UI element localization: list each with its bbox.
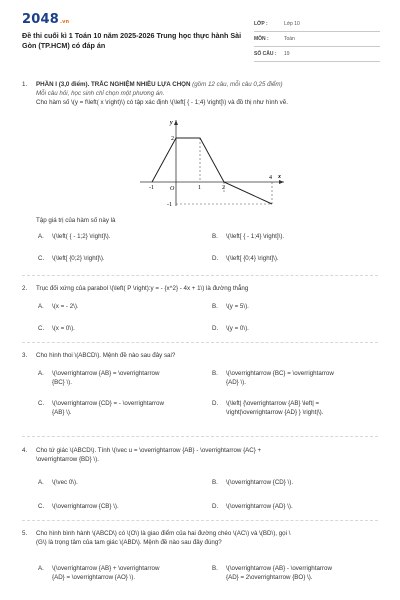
question-prompt: Trục đối xứng của parabol \(\left( P \right):y = - {x^2} - 4x + 1\) là đường thẳng — [36, 285, 249, 292]
question-1-options — [38, 233, 378, 265]
option-label: C. — [38, 255, 45, 262]
option-text-line: \(\overrightarrow {AB} - \overrightarrow — [226, 565, 332, 572]
option-d[interactable] — [212, 503, 293, 512]
option-text — [52, 370, 159, 387]
function-curve — [152, 138, 272, 204]
option-label: B. — [212, 303, 218, 310]
option-label: D. — [212, 325, 219, 332]
option-a[interactable] — [38, 479, 78, 488]
x-tick-label: 1 — [198, 185, 201, 191]
meta-key: MÔN : — [254, 36, 269, 42]
prompt-line: Cho hình bình hành \(ABCD\) có \(O\) là giao điểm của hai đường chéo \(AC\) và \(BD\), gọi \ — [36, 530, 291, 537]
option-text-line: \right|\overrightarrow {AD} } \right|\). — [226, 408, 324, 416]
option-text-line: \(\overrightarrow {CD} = - \overrightarrow — [52, 400, 164, 407]
question-5-options — [38, 565, 378, 587]
option-text-line: {AD} \). — [226, 378, 246, 386]
option-text: \(x = - 2\). — [52, 303, 79, 310]
option-label: D. — [212, 503, 219, 510]
question-2 — [22, 284, 378, 294]
option-d[interactable] — [212, 400, 323, 417]
function-graph — [138, 116, 288, 210]
meta-key: SỐ CÂU : — [254, 51, 277, 57]
option-label: A. — [38, 233, 44, 240]
option-label: B. — [212, 565, 218, 572]
site-logo[interactable] — [22, 12, 69, 27]
option-text: \(y = 5\). — [226, 303, 249, 310]
option-label: C. — [38, 503, 45, 510]
option-d[interactable] — [212, 255, 279, 264]
document-header — [0, 0, 400, 60]
logo-suffix: .vn — [59, 19, 70, 25]
option-text — [226, 370, 334, 387]
option-label: C. — [38, 325, 45, 332]
option-label: A. — [38, 479, 44, 486]
question-prompt: Cho hình thoi \(ABCD\). Mệnh đề nào sau đây sai? — [36, 352, 176, 359]
question-2-options — [38, 303, 378, 335]
option-text-line: {AD} = \overrightarrow {AO} \). — [52, 573, 136, 581]
option-label: D. — [212, 400, 219, 407]
question-4-options — [38, 479, 378, 511]
x-axis-label: x — [278, 174, 281, 180]
question-prompt — [36, 446, 388, 464]
divider — [22, 275, 378, 276]
option-label: A. — [38, 565, 44, 572]
section-instruction: Mỗi câu hỏi, học sinh chỉ chọn một phương án. — [36, 90, 165, 97]
option-label: A. — [38, 370, 44, 377]
option-d[interactable] — [212, 325, 249, 334]
option-text — [226, 565, 332, 582]
option-text-line: \(\overrightarrow {BC} = \overrightarrow — [226, 370, 334, 377]
option-text: \(\vec 0\). — [52, 479, 78, 486]
option-text: \(\left[ {0;2} \right]\). — [52, 255, 105, 262]
option-text: \(\overrightarrow {AD} \). — [226, 503, 293, 510]
option-b[interactable] — [212, 565, 332, 582]
question-4 — [22, 446, 378, 466]
section-heading-note: (gồm 12 câu, mỗi câu 0,25 điểm) — [190, 81, 283, 88]
x-tick-label: -1 — [149, 185, 154, 191]
question-number: 4. — [22, 447, 28, 454]
option-text: \(\left[ {0;4} \right]\). — [226, 255, 279, 262]
question-number: 5. — [22, 530, 28, 537]
question-number: 3. — [22, 352, 28, 359]
y-axis-arrow-icon — [174, 120, 178, 125]
option-text: \(y = 0\). — [226, 325, 249, 332]
option-text-line: {BC} \). — [52, 378, 72, 386]
prompt-line: \overrightarrow {BD} \). — [36, 456, 99, 463]
option-text-line: \(\overrightarrow {AB} = \overrightarrow — [52, 370, 160, 377]
origin-label: O — [170, 186, 175, 192]
y-tick-label: -1 — [167, 202, 172, 208]
option-label: C. — [38, 400, 45, 407]
option-c[interactable] — [38, 503, 119, 512]
meta-row-subject — [254, 32, 380, 47]
prompt-line: Cho tứ giác \(ABCD\). Tính \(\vec u = \overrightarrow {AB} - \overrightarrow {AC} + — [36, 447, 262, 454]
divider — [22, 520, 378, 521]
option-c[interactable] — [38, 255, 105, 264]
option-text: \(\overrightarrow {CB} \). — [52, 503, 119, 510]
option-c[interactable] — [38, 325, 75, 334]
meta-row-class — [254, 17, 380, 32]
option-text-line: {AD} = 2\overrightarrow {BO} \). — [226, 573, 313, 581]
x-tick-label: 4 — [269, 175, 272, 181]
divider — [22, 342, 378, 343]
option-label: B. — [212, 233, 218, 240]
option-text: \(\overrightarrow {CD} \). — [226, 479, 294, 486]
meta-value: Lớp 10 — [284, 21, 300, 27]
option-a[interactable] — [38, 233, 110, 242]
meta-value: 19 — [284, 51, 290, 57]
x-axis-arrow-icon — [279, 180, 284, 184]
option-label: B. — [212, 370, 218, 377]
option-label: A. — [38, 303, 44, 310]
option-text — [52, 565, 159, 582]
meta-key: LỚP : — [254, 21, 268, 27]
option-text-line: \(\left| {\overrightarrow {AB} \left| = — [226, 400, 320, 407]
divider — [22, 436, 378, 437]
option-text-line: \(\overrightarrow {AB} + \overrightarrow — [52, 565, 160, 572]
option-text — [52, 400, 164, 417]
prompt-line: (G\) là trọng tâm của tam giác \(ABD\). Mệnh đề nào sau đây đúng? — [36, 539, 222, 546]
section-heading: PHẦN I (3,0 điểm). TRẮC NGHIỆM NHIỀU LỰA CHỌN — [36, 81, 191, 88]
option-text: \(\left( { - 1;2} \right]\). — [52, 233, 111, 240]
y-tick-label: 2 — [171, 136, 174, 142]
option-text: \(x = 0\). — [52, 325, 75, 332]
option-label: D. — [212, 255, 219, 262]
meta-row-count — [254, 47, 380, 62]
option-text-line: {AB} \). — [52, 408, 72, 416]
x-tick-label: 2 — [222, 185, 225, 191]
option-b[interactable] — [212, 370, 334, 387]
option-b[interactable] — [212, 479, 293, 488]
question-3-options — [38, 370, 378, 426]
question-stem: Tập giá trị của hàm số này là — [36, 217, 116, 224]
exam-meta-table — [254, 17, 380, 62]
question-prompt: Cho hàm số \(y = f\left( x \right)\) có tập xác định \(\left[ { - 1;4} \right]\) và đồ thị như hình vẽ. — [36, 99, 288, 106]
question-1-stem — [22, 216, 378, 226]
question-prompt — [36, 529, 388, 547]
question-text — [36, 80, 388, 107]
document-title: Đề thi cuối kì 1 Toán 10 năm 2025-2026 Trung học thực hành Sài Gòn (TP.HCM) có đáp án — [22, 31, 242, 50]
option-a[interactable] — [38, 370, 159, 387]
option-b[interactable] — [212, 303, 249, 312]
option-label: B. — [212, 479, 218, 486]
question-number: 2. — [22, 285, 28, 292]
question-3 — [22, 351, 378, 361]
option-a[interactable] — [38, 303, 79, 312]
y-axis-label: y — [170, 120, 173, 126]
option-a[interactable] — [38, 565, 159, 582]
question-number: 1. — [22, 81, 28, 88]
meta-value: Toán — [284, 36, 295, 42]
question-5 — [22, 529, 378, 549]
option-c[interactable] — [38, 400, 164, 417]
option-text: \(\left[ { - 1;4} \right]\). — [226, 233, 285, 240]
option-text — [226, 400, 323, 417]
option-b[interactable] — [212, 233, 284, 242]
logo-text: 2048 — [22, 12, 59, 27]
